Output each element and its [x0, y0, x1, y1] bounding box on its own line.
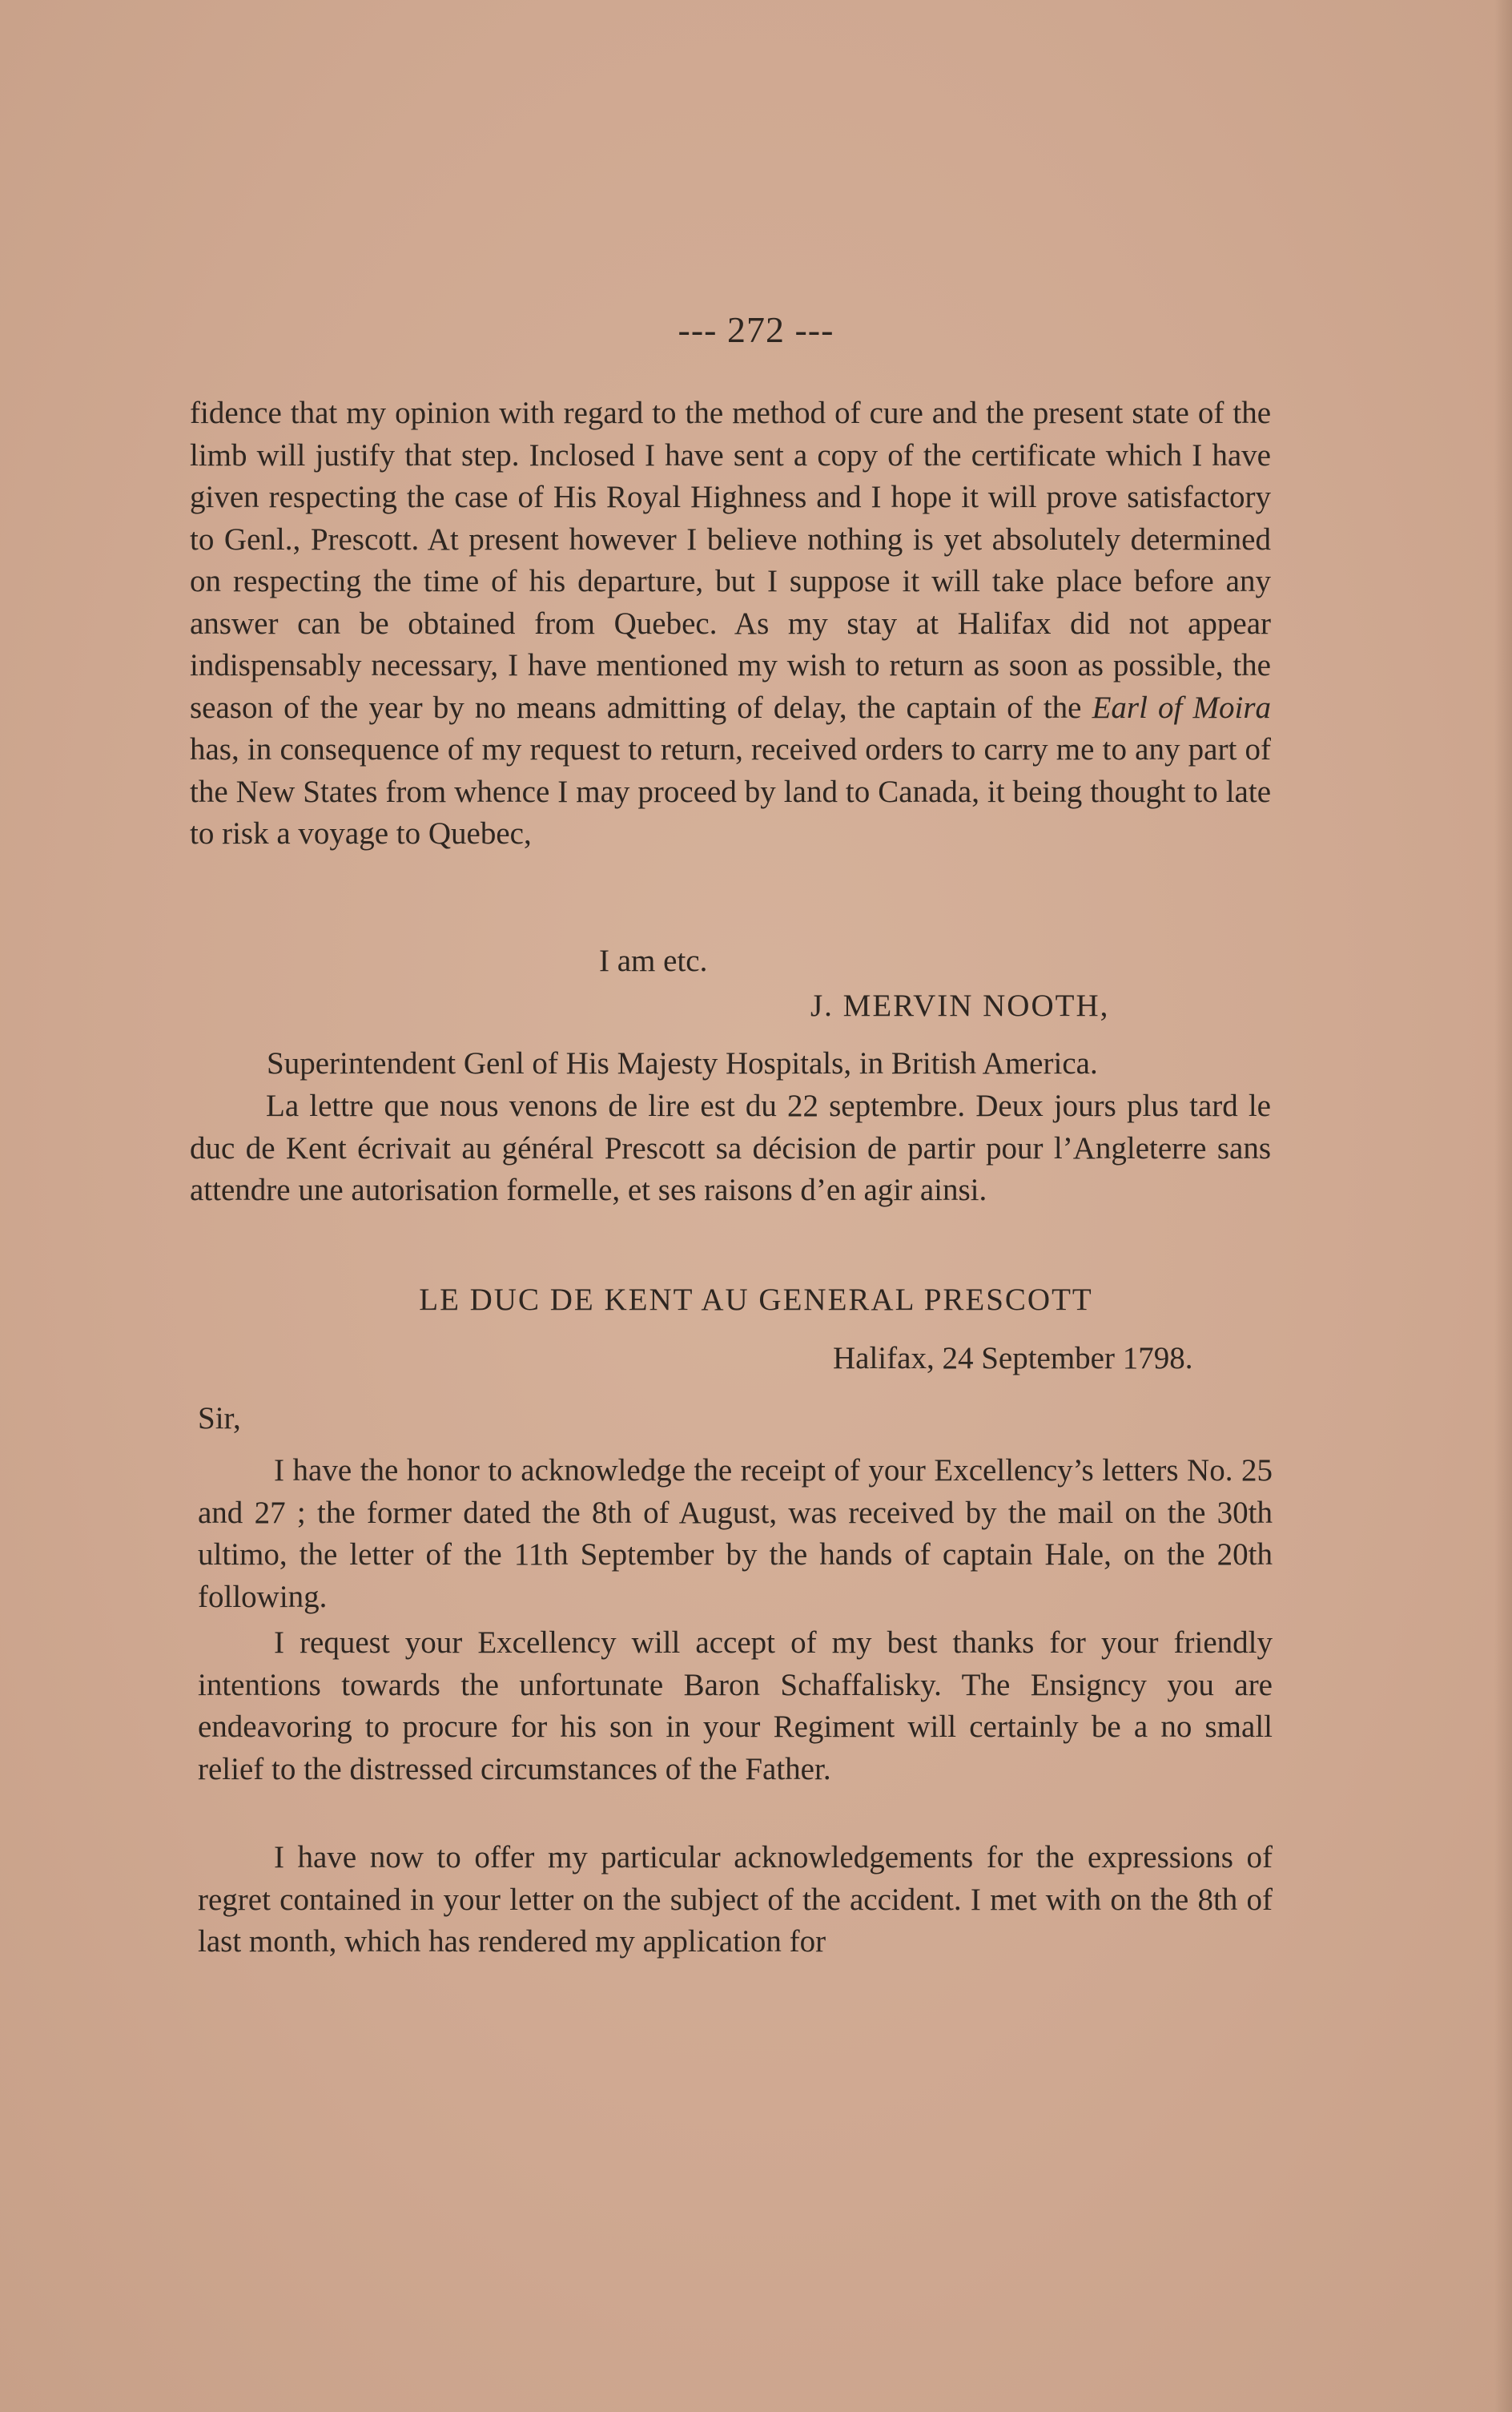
signature-title: Superintendent Genl of His Majesty Hospitals, in British America. — [267, 1046, 1098, 1081]
letter-salutation: Sir, — [198, 1401, 241, 1436]
paragraph-text: I have the honor to acknowledge the receipt of your Excellency’s letters No. 25 and 27 ; the former dated the 8th of August, was received by the mail on the 30th ultimo, the letter of the 11th September by the hands of captain Hale, on the 20th following. — [198, 1453, 1273, 1614]
ship-name: Earl of Moira — [1092, 690, 1272, 725]
letter-paragraph-2 — [198, 1622, 1273, 1790]
letter-signature: J. MERVIN NOOTH, — [810, 989, 1110, 1023]
paragraph-text: I request your Excellency will accept of my best thanks for your friendly intentions towards the unfortunate Baron Schaffalisky. The Ensigncy you are endeavoring to procure for his son in your Regiment will certainly be a no small relief to the distressed circumstances of the Father. — [198, 1625, 1273, 1786]
paragraph-continued — [190, 393, 1271, 856]
letter-dateline: Halifax, 24 September 1798. — [833, 1341, 1193, 1375]
paragraph-text-end: has, in consequence of my request to return, received orders to carry me to any part of the New States from whence I may proceed by land to Canada, it being thought to late to risk a voyage to Quebec, — [190, 732, 1271, 851]
paragraph-text: I have now to offer my particular acknowledgements for the expressions of regret contained in your letter on the subject of the accident. I met with on the 8th of last month, which has rendered my application for — [198, 1840, 1273, 1959]
page-edge-shadow — [1494, 0, 1512, 2412]
letter-paragraph-3 — [198, 1837, 1273, 1963]
letter-heading: LE DUC DE KENT AU GENERAL PRESCOTT — [419, 1283, 1093, 1317]
editorial-note — [190, 1085, 1271, 1212]
page-number: --- 272 --- — [678, 309, 834, 350]
letter-paragraph-1 — [198, 1450, 1273, 1618]
letter-closing: I am etc. — [599, 944, 708, 978]
editorial-paragraph: La lettre que nous venons de lire est du 22 septembre. Deux jours plus tard le duc de Kent écrivait au général Prescott sa décision de partir pour l’Angleterre sans attendre une autorisation formelle, et ses raisons d’en agir ainsi. — [190, 1089, 1271, 1207]
paragraph-text: fidence that my opinion with regard to the method of cure and the present state of the limb will justify that step. Inclosed I have sent a copy of the certificate which I have given respecting the case of His Royal Highness and I hope it will prove satisfactory to Genl., Prescott. At present however I believe nothing is yet absolutely determined on respecting the time of his departure, but I suppose it will take place before any answer can be obtained from Quebec. As my stay at Halifax did not appear indispensably necessary, I have mentioned my wish to return as soon as possible, the season of the year by no means admitting of delay, the captain of the — [190, 396, 1271, 725]
letter-body-continued — [190, 393, 1271, 856]
